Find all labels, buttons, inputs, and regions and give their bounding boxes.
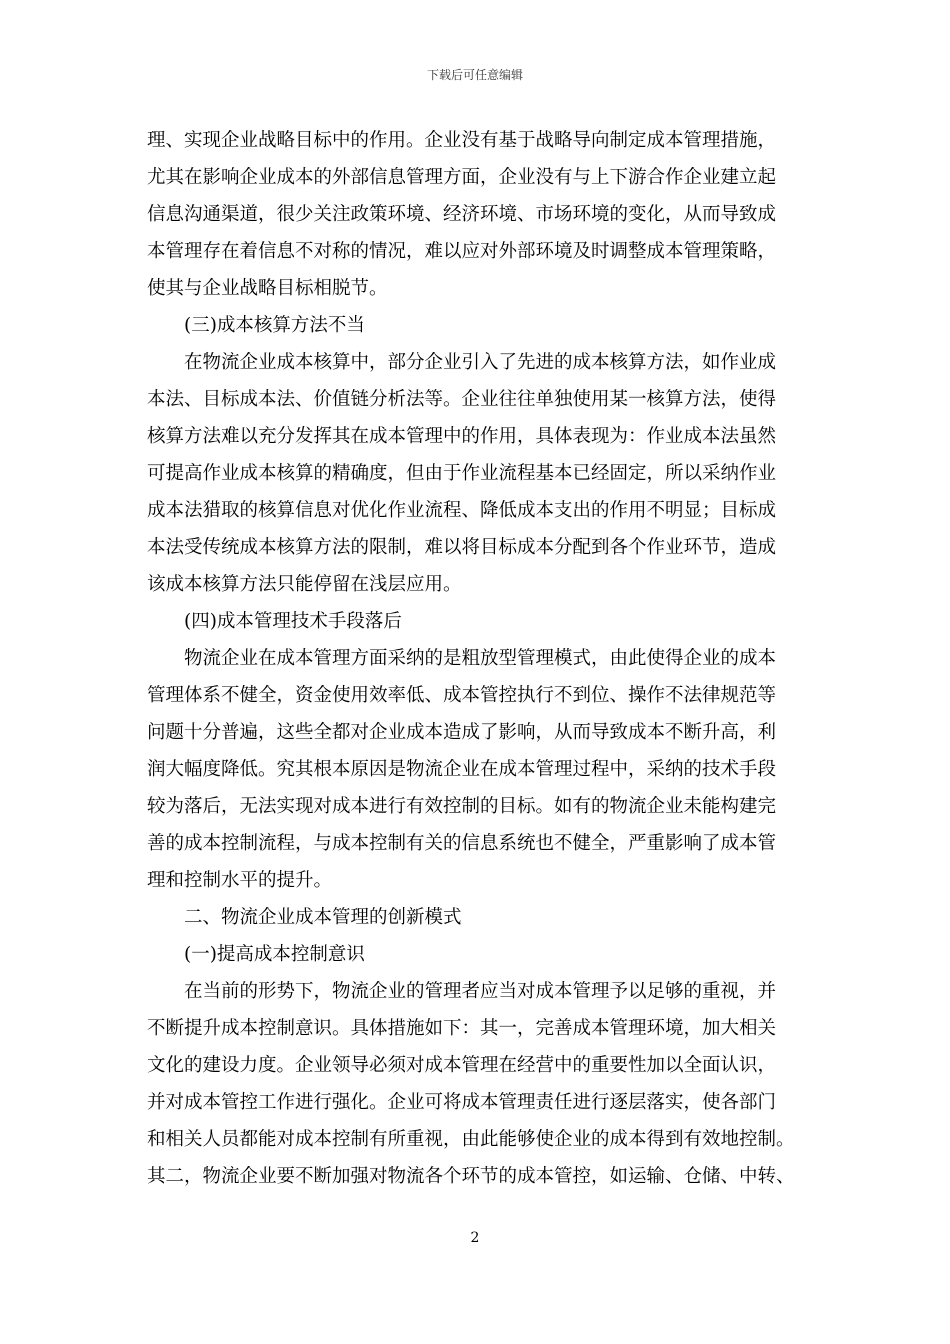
text-line: 润大幅度降低。究其根本原因是物流企业在成本管理过程中，采纳的技术手段 [147, 759, 777, 780]
text-line: 使其与企业战略目标相脱节。 [147, 278, 388, 299]
section-heading: (四)成本管理技术手段落后 [184, 611, 402, 632]
text-line: 并对成本管控工作进行强化。企业可将成本管理责任进行逐层落实，使各部门 [147, 1092, 777, 1113]
text-line: 该成本核算方法只能停留在浅层应用。 [147, 574, 462, 595]
text-line: 本管理存在着信息不对称的情况，难以应对外部环境及时调整成本管理策略， [147, 241, 777, 262]
section-heading: (三)成本核算方法不当 [184, 315, 365, 336]
text-line: 可提高作业成本核算的精确度，但由于作业流程基本已经固定，所以采纳作业 [147, 463, 777, 484]
document-body [147, 122, 807, 1195]
text-line: 物流企业在成本管理方面采纳的是粗放型管理模式，由此使得企业的成本 [184, 648, 777, 669]
text-line: 本法受传统成本核算方法的限制，难以将目标成本分配到各个作业环节，造成 [147, 537, 777, 558]
text-line: 在当前的形势下，物流企业的管理者应当对成本管理予以足够的重视，并 [184, 981, 777, 1002]
text-line: 成本法猎取的核算信息对优化作业流程、降低成本支出的作用不明显；目标成 [147, 500, 777, 521]
text-line: 其二，物流企业要不断加强对物流各个环节的成本管控，如运输、仓储、中转、 [147, 1166, 795, 1187]
page-header: 下载后可任意编辑 [426, 68, 523, 82]
section-heading: 二、物流企业成本管理的创新模式 [184, 907, 462, 928]
text-line: 理、实现企业战略目标中的作用。企业没有基于战略导向制定成本管理措施， [147, 130, 777, 151]
text-line: 较为落后，无法实现对成本进行有效控制的目标。如有的物流企业未能构建完 [147, 796, 777, 817]
text-line: 理和控制水平的提升。 [147, 870, 333, 891]
text-line: 善的成本控制流程，与成本控制有关的信息系统也不健全，严重影响了成本管 [147, 833, 777, 854]
text-line: 信息沟通渠道，很少关注政策环境、经济环境、市场环境的变化，从而导致成 [147, 204, 777, 225]
text-line: 在物流企业成本核算中，部分企业引入了先进的成本核算方法，如作业成 [184, 352, 777, 373]
section-heading: (一)提高成本控制意识 [184, 944, 365, 965]
text-line: 核算方法难以充分发挥其在成本管理中的作用，具体表现为：作业成本法虽然 [147, 426, 777, 447]
text-line: 尤其在影响企业成本的外部信息管理方面，企业没有与上下游合作企业建立起 [147, 167, 777, 188]
text-line: 和相关人员都能对成本控制有所重视，由此能够使企业的成本得到有效地控制。 [147, 1129, 795, 1150]
text-line: 本法、目标成本法、价值链分析法等。企业往往单独使用某一核算方法，使得 [147, 389, 777, 410]
text-line: 文化的建设力度。企业领导必须对成本管理在经营中的重要性加以全面认识， [147, 1055, 777, 1076]
text-line: 不断提升成本控制意识。具体措施如下：其一，完善成本管理环境，加大相关 [147, 1018, 777, 1039]
text-line: 管理体系不健全，资金使用效率低、成本管控执行不到位、操作不法律规范等 [147, 685, 777, 706]
page-number: 2 [470, 1230, 480, 1246]
text-line: 问题十分普遍，这些全都对企业成本造成了影响，从而导致成本不断升高，利 [147, 722, 777, 743]
